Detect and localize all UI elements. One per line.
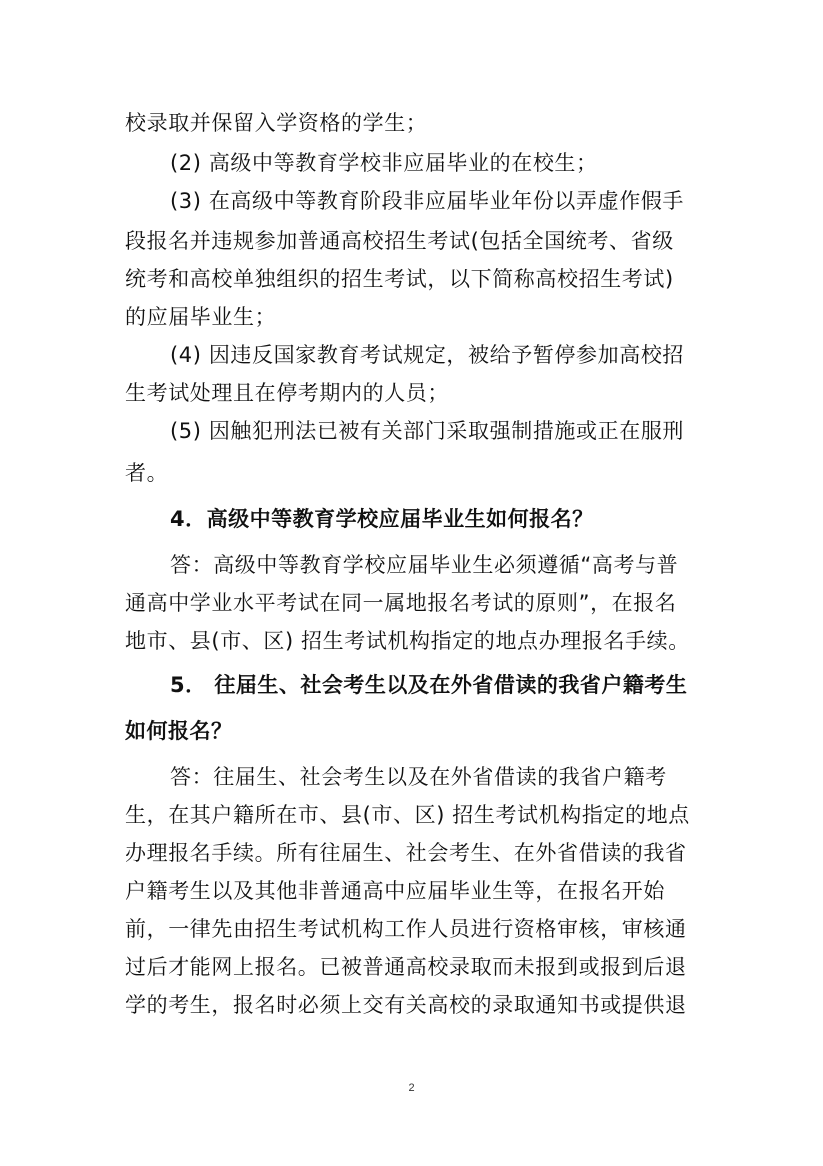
text-line: 段报名并违规参加普通高校招生考试(包括全国统考、省级 [125, 229, 674, 253]
text-line: 前，一律先由招生考试机构工作人员进行资格审核，审核通 [125, 917, 687, 941]
text-line: 地市、县(市、区) 招生考试机构指定的地点办理报名手续。 [125, 629, 690, 653]
text-line: 学的考生，报名时必须上交有关高校的录取通知书或提供退 [125, 993, 687, 1017]
text-line: (5) 因触犯刑法已被有关部门采取强制措施或正在服刑 [170, 419, 685, 443]
text-line: (4) 因违反国家教育考试规定，被给予暂停参加高校招 [170, 343, 685, 367]
section-heading: 如何报名？ [125, 719, 233, 743]
text-line: 的应届毕业生； [125, 305, 277, 329]
text-line: (2) 高级中等教育学校非应届毕业的在校生； [170, 151, 598, 175]
text-line: 答：高级中等教育学校应届毕业生必须遵循“高考与普 [170, 553, 679, 577]
text-line: 者。 [125, 461, 169, 485]
text-line: 过后才能网上报名。已被普通高校录取而未报到或报到后退 [125, 955, 687, 979]
section-heading: 5． 往届生、社会考生以及在外省借读的我省户籍考生 [170, 673, 688, 697]
text-line: 户籍考生以及其他非普通高中应届毕业生等，在报名开始 [125, 879, 665, 903]
text-line: 通高中学业水平考试在同一属地报名考试的原则”，在报名 [125, 591, 677, 615]
page-number: 2 [408, 1082, 415, 1094]
text-line: 校录取并保留入学资格的学生； [125, 111, 428, 135]
text-line: 生考试处理且在停考期内的人员； [125, 381, 449, 405]
text-line: (3) 在高级中等教育阶段非应届毕业年份以弄虚作假手 [170, 189, 685, 213]
text-line: 统考和高校单独组织的招生考试，以下简称高校招生考试) [125, 267, 674, 291]
text-line: 办理报名手续。所有往届生、社会考生、在外省借读的我省 [125, 841, 687, 865]
text-line: 生，在其户籍所在市、县(市、区) 招生考试机构指定的地点 [125, 803, 690, 827]
section-heading: 4．高级中等教育学校应届毕业生如何报名？ [170, 507, 594, 531]
text-line: 答：往届生、社会考生以及在外省借读的我省户籍考 [170, 765, 667, 789]
